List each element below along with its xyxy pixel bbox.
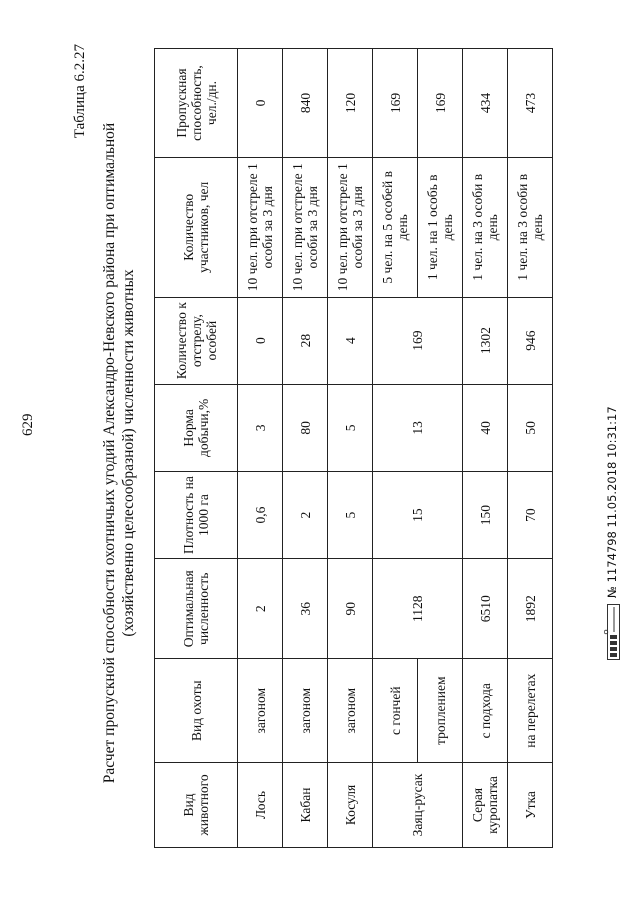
- cell: 840: [283, 49, 328, 158]
- capacity-table: [154, 48, 553, 848]
- table-label: Таблица 6.2.27: [72, 44, 88, 139]
- cell: 1 чел. на 3 особи в день: [508, 158, 553, 298]
- cell: 0: [238, 49, 283, 158]
- table-row-los: [238, 49, 283, 848]
- cell: Лось: [238, 762, 283, 847]
- table-title: [100, 28, 138, 878]
- cell: с подхода: [463, 659, 508, 763]
- cell: 5: [328, 471, 373, 558]
- cell: 946: [508, 297, 553, 384]
- cell: Утка: [508, 762, 553, 847]
- document-stamp-icon: [604, 604, 620, 660]
- col-header-density: Плотность на 1000 га: [155, 471, 238, 558]
- cell: 70: [508, 471, 553, 558]
- cell: Серая куропатка: [463, 762, 508, 847]
- footer-registration-text: № 1174798 11.05.2018 10:31:17: [605, 406, 619, 598]
- document-footer: [604, 406, 620, 660]
- cell: 1 чел. на 3 особи в день: [463, 158, 508, 298]
- cell: загоном: [328, 659, 373, 763]
- table-row-kuropatka: [463, 49, 508, 848]
- cell: на перелетах: [508, 659, 553, 763]
- cell: 15: [373, 471, 463, 558]
- cell: загоном: [238, 659, 283, 763]
- cell: 150: [463, 471, 508, 558]
- cell: 169: [373, 297, 463, 384]
- cell: 120: [328, 49, 373, 158]
- cell: 2: [283, 471, 328, 558]
- table-row-kosulya: [328, 49, 373, 848]
- cell: 169: [373, 49, 418, 158]
- cell: 1302: [463, 297, 508, 384]
- cell: 6510: [463, 559, 508, 659]
- cell: 28: [283, 297, 328, 384]
- table-row-kaban: [283, 49, 328, 848]
- cell: 1 чел. на 1 особь в день: [418, 158, 463, 298]
- col-header-norm: Норма добычи,%: [155, 384, 238, 471]
- cell: 40: [463, 384, 508, 471]
- cell: с гончей: [373, 659, 418, 763]
- col-header-hunt-type: Вид охоты: [155, 659, 238, 763]
- cell: 13: [373, 384, 463, 471]
- col-header-participants: Количество участников, чел: [155, 158, 238, 298]
- cell: 3: [238, 384, 283, 471]
- cell: 36: [283, 559, 328, 659]
- cell: загоном: [283, 659, 328, 763]
- cell: 50: [508, 384, 553, 471]
- cell: 10 чел. при отстреле 1 особи за 3 дня: [283, 158, 328, 298]
- col-header-capacity: Пропускная способность, чел./дн.: [155, 49, 238, 158]
- cell: 10 чел. при отстреле 1 особи за 3 дня: [238, 158, 283, 298]
- cell: 80: [283, 384, 328, 471]
- cell: 434: [463, 49, 508, 158]
- rotated-page: [72, 28, 582, 878]
- cell: 1128: [373, 559, 463, 659]
- cell: 90: [328, 559, 373, 659]
- cell: 5 чел. на 5 особей в день: [373, 158, 418, 298]
- cell: 10 чел. при отстреле 1 особи за 3 дня: [328, 158, 373, 298]
- cell: 2: [238, 559, 283, 659]
- col-header-optimal: Оптимальная численность: [155, 559, 238, 659]
- header-row: [155, 49, 238, 848]
- page-number: 629: [20, 413, 36, 436]
- cell: 0,6: [238, 471, 283, 558]
- cell: 0: [238, 297, 283, 384]
- cell: Косуля: [328, 762, 373, 847]
- cell: 473: [508, 49, 553, 158]
- cell: 4: [328, 297, 373, 384]
- cell: троплением: [418, 659, 463, 763]
- title-line-2: (хозяйственно целесообразной) численности животных: [120, 269, 137, 637]
- table-row-zayac-1: [373, 49, 418, 848]
- cell: Заяц-русак: [373, 762, 463, 847]
- table-row-utka: [508, 49, 553, 848]
- cell: 169: [418, 49, 463, 158]
- cell: 5: [328, 384, 373, 471]
- col-header-cull: Количество к отстрелу, особей: [155, 297, 238, 384]
- cell: 1892: [508, 559, 553, 659]
- col-header-animal: Вид животного: [155, 762, 238, 847]
- title-line-1: Расчет пропускной способности охотничьих угодий Александро-Невского района при оптимальной: [101, 122, 118, 784]
- cell: Кабан: [283, 762, 328, 847]
